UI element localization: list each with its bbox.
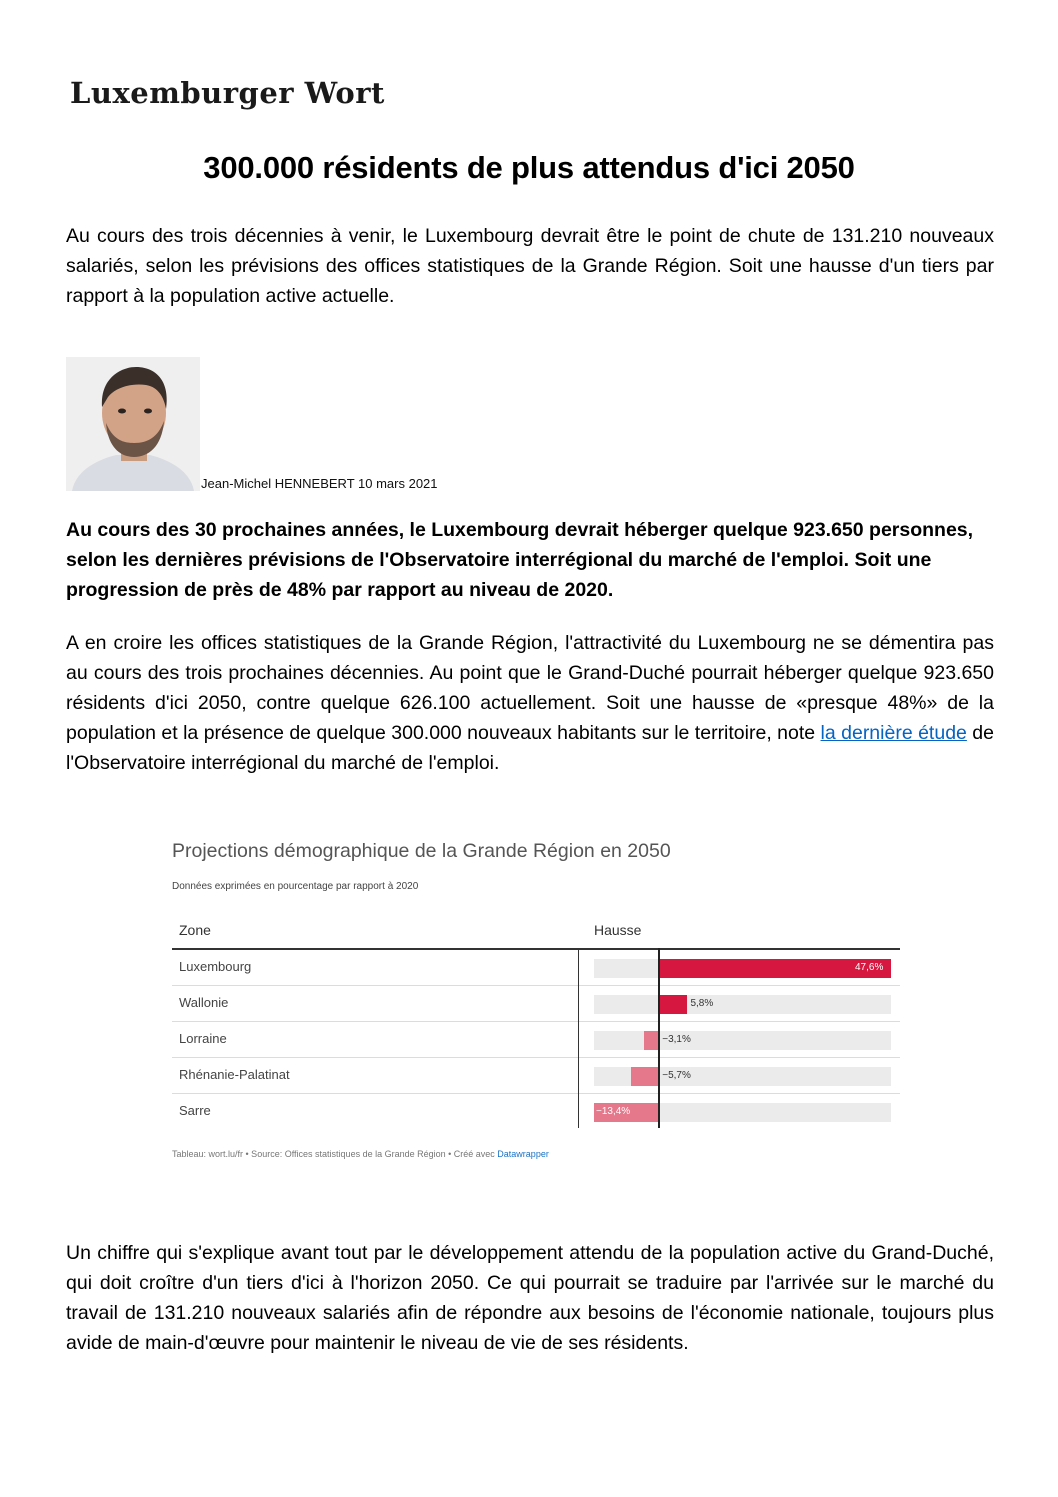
zero-baseline — [658, 948, 660, 1128]
article-intro: Au cours des 30 prochaines années, le Luxembourg devrait héberger quelque 923.650 personnes, selon les dernières prévisions de l'Observatoire interrégional du marché de l'emploi. Soit une progression de près de 48% par rapport au niveau de 2020. — [66, 519, 974, 601]
zone-label: Sarre — [179, 1103, 211, 1118]
bar-value-label: −5,7% — [662, 1070, 691, 1081]
article-paragraph-2: Un chiffre qui s'explique avant tout par le développement attendu de la population active du Grand-Duché, qui doit croître d'un tiers d'ici à l'horizon 2050. Ce qui pourrait se traduire par l'arrivée sur le marché du travail de 131.210 nouveaux salariés afin de répondre aux besoins de l'économie nationale, toujours plus avide de main-d'œuvre pour maintenir le niveau de vie de ses résidents. — [66, 1242, 994, 1354]
zone-label: Wallonie — [179, 995, 229, 1010]
table-row — [172, 986, 900, 1022]
chart-source — [172, 1149, 549, 1159]
article-byline: Jean-Michel HENNEBERT 10 mars 2021 — [201, 476, 438, 491]
column-header-zone: Zone — [179, 922, 211, 938]
newspaper-logo — [70, 72, 385, 120]
column-header-hausse: Hausse — [594, 922, 642, 938]
datawrapper-link[interactable]: Datawrapper — [497, 1149, 549, 1159]
table-row — [172, 1022, 900, 1058]
paragraph-1-text-start: A en croire les offices statistiques de la Grande Région, l'attractivité du Luxembourg ne se démentira pas au cours des trois prochaines décennies. Au point que le Grand-Duché pourrait héberger quelque 923.650 résidents d'ici 2050, contre quelque 626.100 actuellement. Soit une hausse de «presque 48%» de la population et la présence de quelque 300.000 nouveaux habitants sur le territoire, note — [66, 632, 994, 744]
article-lead: Au cours des trois décennies à venir, le Luxembourg devrait être le point de chute de 131.210 nouveaux salariés, selon les prévisions des offices statistiques de la Grande Région. Soit une hausse d'un tiers par rapport à la population active actuelle. — [66, 225, 994, 307]
bar-value-label: −13,4% — [596, 1106, 631, 1117]
chart-source-text: Tableau: wort.lu/fr • Source: Offices statistiques de la Grande Région • Créé avec — [172, 1149, 498, 1159]
bar-value-label: 5,8% — [690, 998, 714, 1009]
author-photo — [66, 357, 200, 491]
article-paragraph-1 — [66, 628, 994, 778]
chart-subtitle: Données exprimées en pourcentage par rapport à 2020 — [172, 881, 419, 892]
bar — [659, 995, 687, 1014]
study-link[interactable]: la dernière étude — [820, 722, 967, 744]
zone-label: Lorraine — [179, 1031, 227, 1046]
paragraph-1-text-end: de l'Observatoire interrégional du marché de l'emploi. — [66, 722, 994, 774]
zone-label: Rhénanie-Palatinat — [179, 1067, 290, 1082]
logo-text: Luxemburger Wort — [70, 76, 385, 110]
bar-track — [594, 1031, 891, 1050]
bar-value-label: 47,6% — [855, 962, 884, 973]
table-row — [172, 1058, 900, 1094]
column-divider — [578, 948, 579, 1128]
author-portrait-icon — [66, 357, 200, 491]
article-title: 300.000 résidents de plus attendus d'ici 2050 — [203, 150, 855, 185]
zone-label: Luxembourg — [179, 959, 252, 974]
bar-track — [594, 995, 891, 1014]
table-row — [172, 950, 900, 986]
bar — [631, 1067, 659, 1086]
bar-value-label: −3,1% — [662, 1034, 691, 1045]
chart-title: Projections démographique de la Grande Région en 2050 — [172, 840, 671, 862]
bar — [644, 1031, 659, 1050]
table-row — [172, 1094, 900, 1130]
projection-chart — [172, 840, 902, 1170]
